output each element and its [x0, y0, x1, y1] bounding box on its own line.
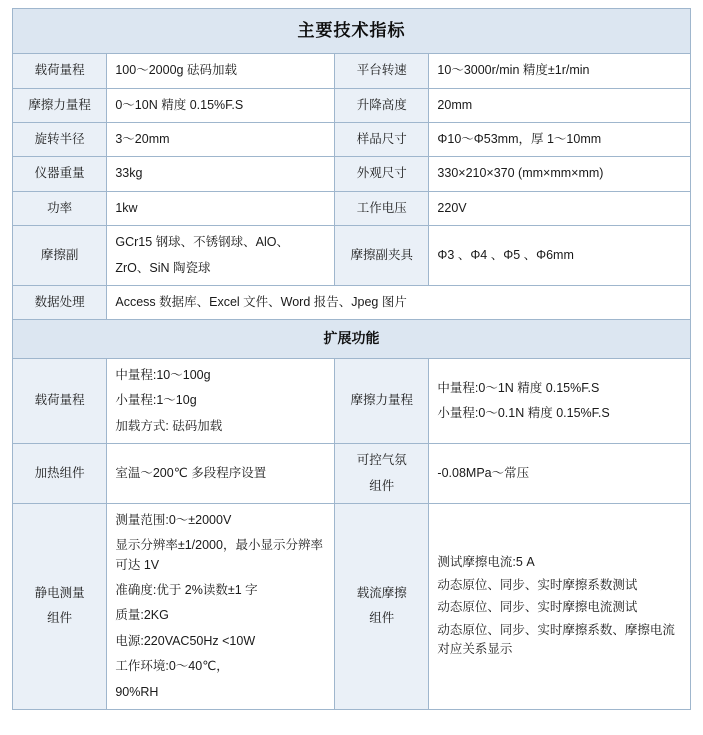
- current-friction-line-4: 动态原位、同步、实时摩擦系数、摩擦电流对应关系显示: [437, 622, 675, 656]
- page-title: 主要技术指标: [13, 9, 691, 54]
- spec-value-voltage: 220V: [429, 191, 691, 225]
- spec-label-sample-size: 样品尺寸: [335, 123, 429, 157]
- table-row: [13, 88, 691, 122]
- spec-label-data-processing: 数据处理: [13, 285, 107, 319]
- ext-load-line-3: 加载方式: 砝码加载: [115, 418, 223, 433]
- electrostatic-label-line-1: 静电测量: [34, 586, 85, 601]
- spec-label-lift-height: 升降高度: [335, 88, 429, 122]
- spec-value-data-processing: Access 数据库、Excel 文件、Word 报告、Jpeg 图片: [107, 285, 691, 319]
- spec-label-load-range: 载荷量程: [13, 54, 107, 88]
- ext-friction-line-1: 中量程:0～1N 精度 0.15%F.S: [437, 380, 600, 395]
- table-row: [13, 54, 691, 88]
- spec-label-friction-pair: 摩擦副: [13, 226, 107, 286]
- ext-value-friction-range: [429, 359, 691, 444]
- current-friction-line-3: 动态原位、同步、实时摩擦电流测试: [437, 600, 638, 615]
- spec-value-power: 1kw: [107, 191, 335, 225]
- spec-value-load-range: 100～2000g 砝码加载: [107, 54, 335, 88]
- current-friction-line-2: 动态原位、同步、实时摩擦系数测试: [437, 577, 638, 592]
- friction-pair-line-1: GCr15 钢球、不锈钢球、AlO、: [115, 235, 289, 250]
- ext-label-electrostatic-module: [13, 503, 107, 709]
- electrostatic-line-6: 工作环境:0～40℃，: [115, 659, 229, 674]
- ext-label-atmosphere-module: [335, 444, 429, 504]
- table-row: [13, 359, 691, 444]
- ext-value-load-range: [107, 359, 335, 444]
- spec-label-platform-speed: 平台转速: [335, 54, 429, 88]
- current-friction-label-line-1: 载流摩擦: [356, 586, 407, 601]
- spec-label-power: 功率: [13, 191, 107, 225]
- ext-label-friction-range: 摩擦力量程: [335, 359, 429, 444]
- table-row: [13, 444, 691, 504]
- table-row: [13, 285, 691, 319]
- friction-pair-line-2: ZrO、SiN 陶瓷球: [115, 260, 211, 275]
- specification-table: [12, 8, 691, 710]
- spec-value-platform-speed: 10～3000r/min 精度±1r/min: [429, 54, 691, 88]
- table-row: [13, 503, 691, 709]
- ext-label-current-friction-module: [335, 503, 429, 709]
- spec-value-friction-range: 0～10N 精度 0.15%F.S: [107, 88, 335, 122]
- atmosphere-label-line-1: 可控气氛: [356, 453, 407, 468]
- spec-label-instrument-weight: 仪器重量: [13, 157, 107, 191]
- electrostatic-line-1: 测量范围:0～±2000V: [115, 512, 232, 527]
- ext-load-line-1: 中量程:10～100g: [115, 368, 211, 383]
- table-row: [13, 123, 691, 157]
- ext-value-electrostatic-module: [107, 503, 335, 709]
- ext-label-heating-module: 加热组件: [13, 444, 107, 504]
- ext-value-atmosphere-module: -0.08MPa～常压: [429, 444, 691, 504]
- ext-load-line-2: 小量程:1～10g: [115, 393, 197, 408]
- atmosphere-label-line-2: 组件: [369, 478, 395, 493]
- electrostatic-line-3: 准确度:优于 2%读数±1 字: [115, 583, 258, 598]
- electrostatic-line-5: 电源:220VAC50Hz <10W: [115, 633, 256, 648]
- electrostatic-line-2: 显示分辨率±1/2000，最小显示分辨率可达 1V: [115, 538, 323, 572]
- spec-label-voltage: 工作电压: [335, 191, 429, 225]
- spec-label-friction-range: 摩擦力量程: [13, 88, 107, 122]
- electrostatic-line-7: 90%RH: [115, 684, 159, 699]
- section-title-extended: 扩展功能: [13, 320, 691, 359]
- spec-value-instrument-weight: 33kg: [107, 157, 335, 191]
- spec-value-rotation-radius: 3～20mm: [107, 123, 335, 157]
- spec-value-friction-fixture: Φ3 、Φ4 、Φ5 、Φ6mm: [429, 226, 691, 286]
- ext-friction-line-2: 小量程:0～0.1N 精度 0.15%F.S: [437, 406, 610, 421]
- table-row: [13, 191, 691, 225]
- electrostatic-line-4: 质量:2KG: [115, 608, 169, 623]
- table-row: [13, 226, 691, 286]
- spec-label-dimensions: 外观尺寸: [335, 157, 429, 191]
- electrostatic-label-line-2: 组件: [47, 611, 73, 626]
- spec-value-sample-size: Φ10～Φ53mm，厚 1～10mm: [429, 123, 691, 157]
- table-row: [13, 157, 691, 191]
- current-friction-line-1: 测试摩擦电流:5 A: [437, 555, 535, 570]
- spec-label-friction-fixture: 摩擦副夹具: [335, 226, 429, 286]
- ext-label-load-range: 载荷量程: [13, 359, 107, 444]
- spec-value-lift-height: 20mm: [429, 88, 691, 122]
- ext-value-current-friction-module: [429, 503, 691, 709]
- spec-value-dimensions: 330×210×370 (mm×mm×mm): [429, 157, 691, 191]
- section-title-row: [13, 320, 691, 359]
- spec-value-friction-pair: [107, 226, 335, 286]
- table-title-row: [13, 9, 691, 54]
- ext-value-heating-module: 室温～200℃ 多段程序设置: [107, 444, 335, 504]
- current-friction-label-line-2: 组件: [369, 611, 395, 626]
- spec-label-rotation-radius: 旋转半径: [13, 123, 107, 157]
